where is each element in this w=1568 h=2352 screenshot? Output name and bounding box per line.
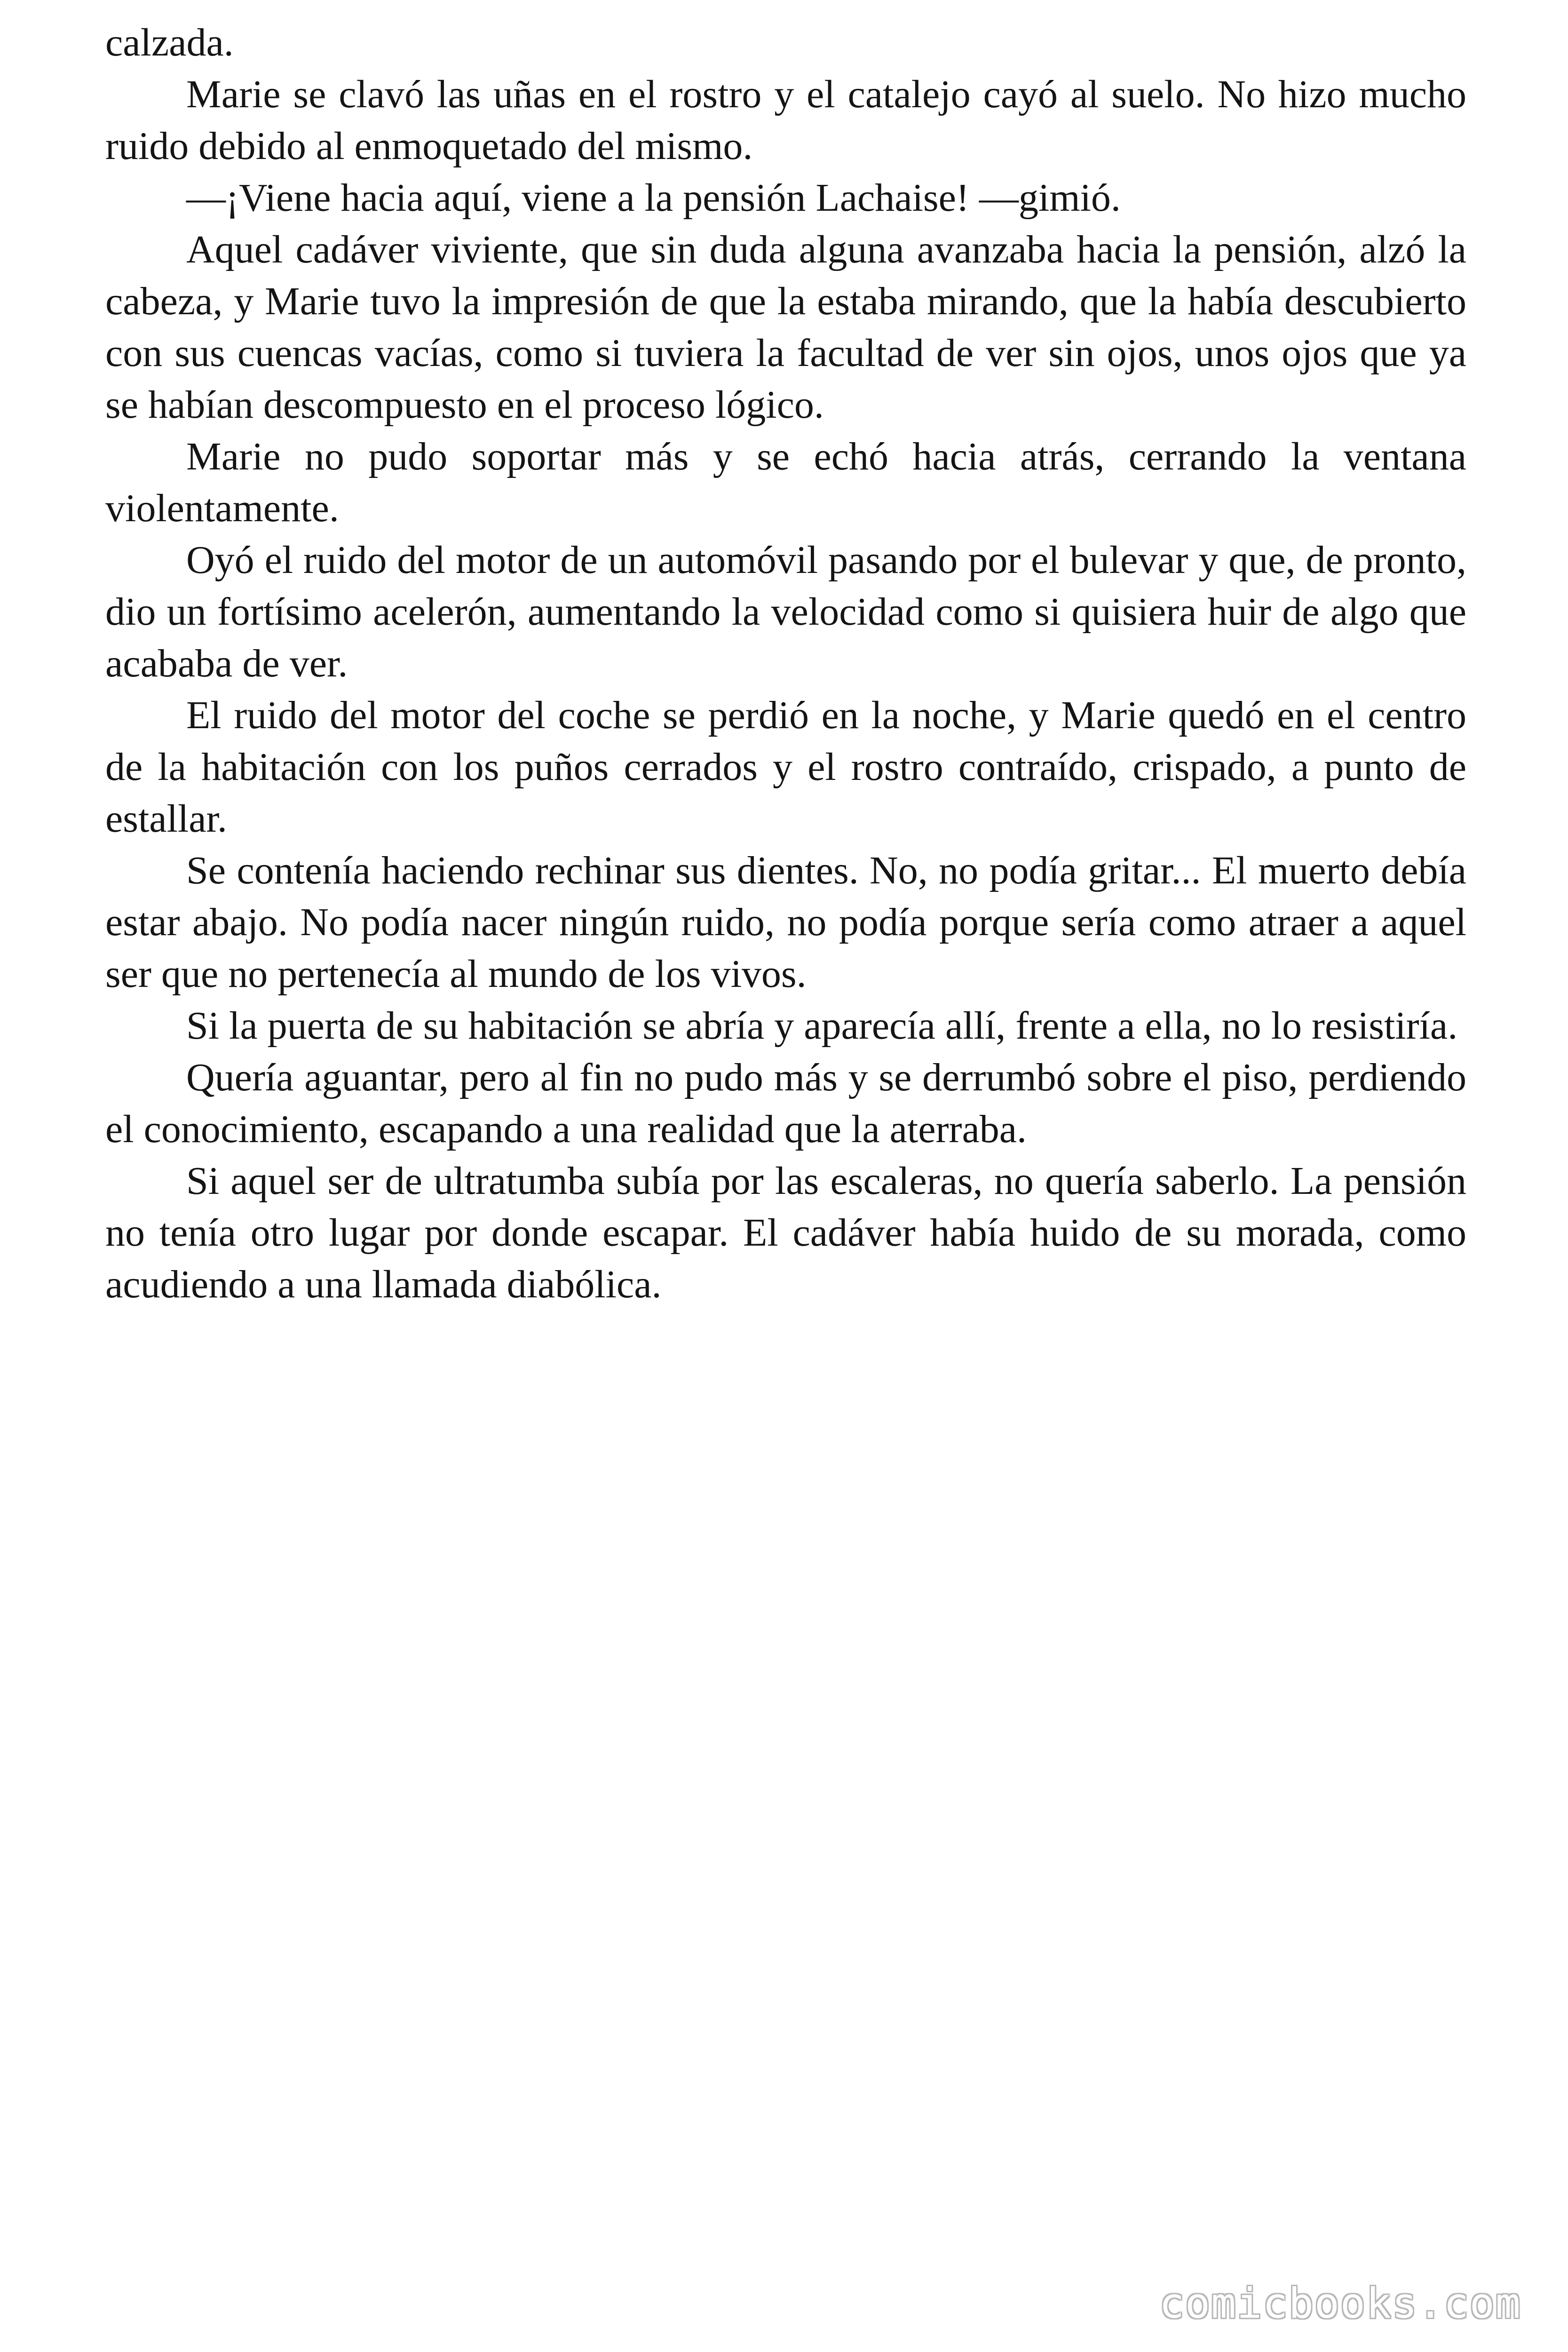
paragraph-7: El ruido del motor del coche se perdió en la noche, y Marie quedó en el centro de la habitación con los puños cerrados y el rostro contraído, crispado, a punto de estallar. bbox=[105, 693, 1466, 841]
paragraph-1: calzada. bbox=[105, 21, 234, 64]
paragraph-5: Marie no pudo soportar más y se echó hacia atrás, cerrando la ventana violentamente. bbox=[105, 435, 1466, 530]
paragraph-8: Se contenía haciendo rechinar sus dientes. No, no podía gritar... El muerto debía estar abajo. No podía nacer ningún ruido, no podía porque sería como atraer a aquel ser que no pertenecía al mundo de los vivos. bbox=[105, 849, 1466, 996]
paragraph-9: Si la puerta de su habitación se abría y aparecía allí, frente a ella, no lo resistiría. bbox=[186, 1004, 1458, 1048]
page-body bbox=[105, 17, 1466, 1311]
paragraph-11: Si aquel ser de ultratumba subía por las escaleras, no quería saberlo. La pensión no tenía otro lugar por donde escapar. El cadáver había huido de su morada, como acudiendo a una llamada diabólica. bbox=[105, 1159, 1466, 1306]
paragraph-3: —¡Viene hacia aquí, viene a la pensión Lachaise! —gimió. bbox=[186, 176, 1121, 220]
paragraph-10: Quería aguantar, pero al fin no pudo más y se derrumbó sobre el piso, perdiendo el conocimiento, escapando a una realidad que la aterraba. bbox=[105, 1056, 1466, 1151]
site-watermark: comicbooks.com bbox=[1159, 2279, 1521, 2328]
paragraph-4: Aquel cadáver viviente, que sin duda alguna avanzaba hacia la pensión, alzó la cabeza, y Marie tuvo la impresión de que la estaba mirando, que la había descubierto con sus cuencas vacías, como si tuviera la facultad de ver sin ojos, unos ojos que ya se habían descompuesto en el proceso lógico. bbox=[105, 228, 1466, 427]
paragraph-6: Oyó el ruido del motor de un automóvil pasando por el bulevar y que, de pronto, dio un fortísimo acelerón, aumentando la velocidad como si quisiera huir de algo que acababa de ver. bbox=[105, 538, 1466, 685]
paragraph-2: Marie se clavó las uñas en el rostro y el catalejo cayó al suelo. No hizo mucho ruido debido al enmoquetado del mismo. bbox=[105, 72, 1466, 168]
